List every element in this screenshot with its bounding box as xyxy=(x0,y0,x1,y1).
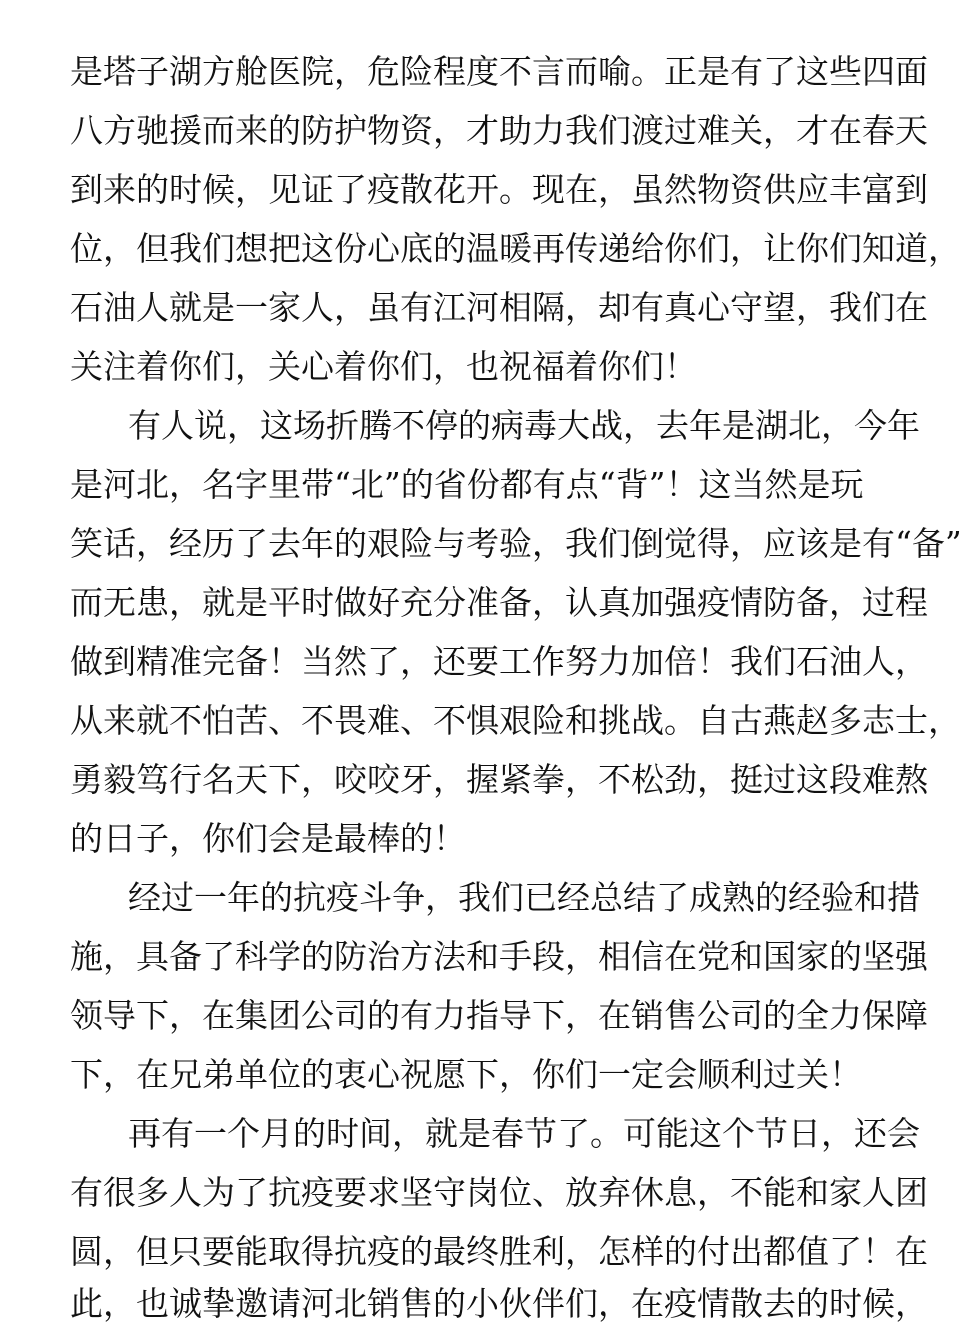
text-line: 此，也诚挚邀请河北销售的小伙伴们，在疫情散去的时候， xyxy=(70,1284,928,1323)
text-line: 而无患，就是平时做好充分准备，认真加强疫情防备，过程 xyxy=(70,583,928,622)
text-line: 做到精准完备！当然了，还要工作努力加倍！我们石油人， xyxy=(70,642,928,681)
text-line: 下，在兄弟单位的衷心祝愿下，你们一定会顺利过关！ xyxy=(70,1055,862,1094)
text-line: 位，但我们想把这份心底的温暖再传递给你们，让你们知道， xyxy=(70,229,961,268)
text-line: 的日子，你们会是最棒的！ xyxy=(70,819,466,858)
text-line: 圆，但只要能取得抗疫的最终胜利，怎样的付出都值了！在 xyxy=(70,1232,928,1271)
text-line: 从来就不怕苦、不畏难、不惧艰险和挑战。自古燕赵多志士， xyxy=(70,701,961,740)
paragraph-first-line: 有人说，这场折腾不停的病毒大战，去年是湖北，今年 xyxy=(128,406,920,445)
paragraph-first-line: 经过一年的抗疫斗争，我们已经总结了成熟的经验和措 xyxy=(128,878,920,917)
text-line: 是塔子湖方舱医院，危险程度不言而喻。正是有了这些四面 xyxy=(70,52,928,91)
text-line: 施，具备了科学的防治方法和手段，相信在党和国家的坚强 xyxy=(70,937,928,976)
text-line: 是河北，名字里带“北”的省份都有点“背”！这当然是玩 xyxy=(70,465,864,504)
text-line: 八方驰援而来的防护物资，才助力我们渡过难关，才在春天 xyxy=(70,111,928,150)
paragraph-first-line: 再有一个月的时间，就是春节了。可能这个节日，还会 xyxy=(128,1114,920,1153)
text-line: 石油人就是一家人，虽有江河相隔，却有真心守望，我们在 xyxy=(70,288,928,327)
text-line: 领导下，在集团公司的有力指导下，在销售公司的全力保障 xyxy=(70,996,928,1035)
text-line: 笑话，经历了去年的艰险与考验，我们倒觉得，应该是有“备” xyxy=(70,524,962,563)
text-line: 到来的时候，见证了疫散花开。现在，虽然物资供应丰富到 xyxy=(70,170,928,209)
text-line: 有很多人为了抗疫要求坚守岗位、放弃休息，不能和家人团 xyxy=(70,1173,928,1212)
text-line: 勇毅笃行名天下，咬咬牙，握紧拳，不松劲，挺过这段难熬 xyxy=(70,760,928,799)
text-line: 关注着你们，关心着你们，也祝福着你们！ xyxy=(70,347,697,386)
